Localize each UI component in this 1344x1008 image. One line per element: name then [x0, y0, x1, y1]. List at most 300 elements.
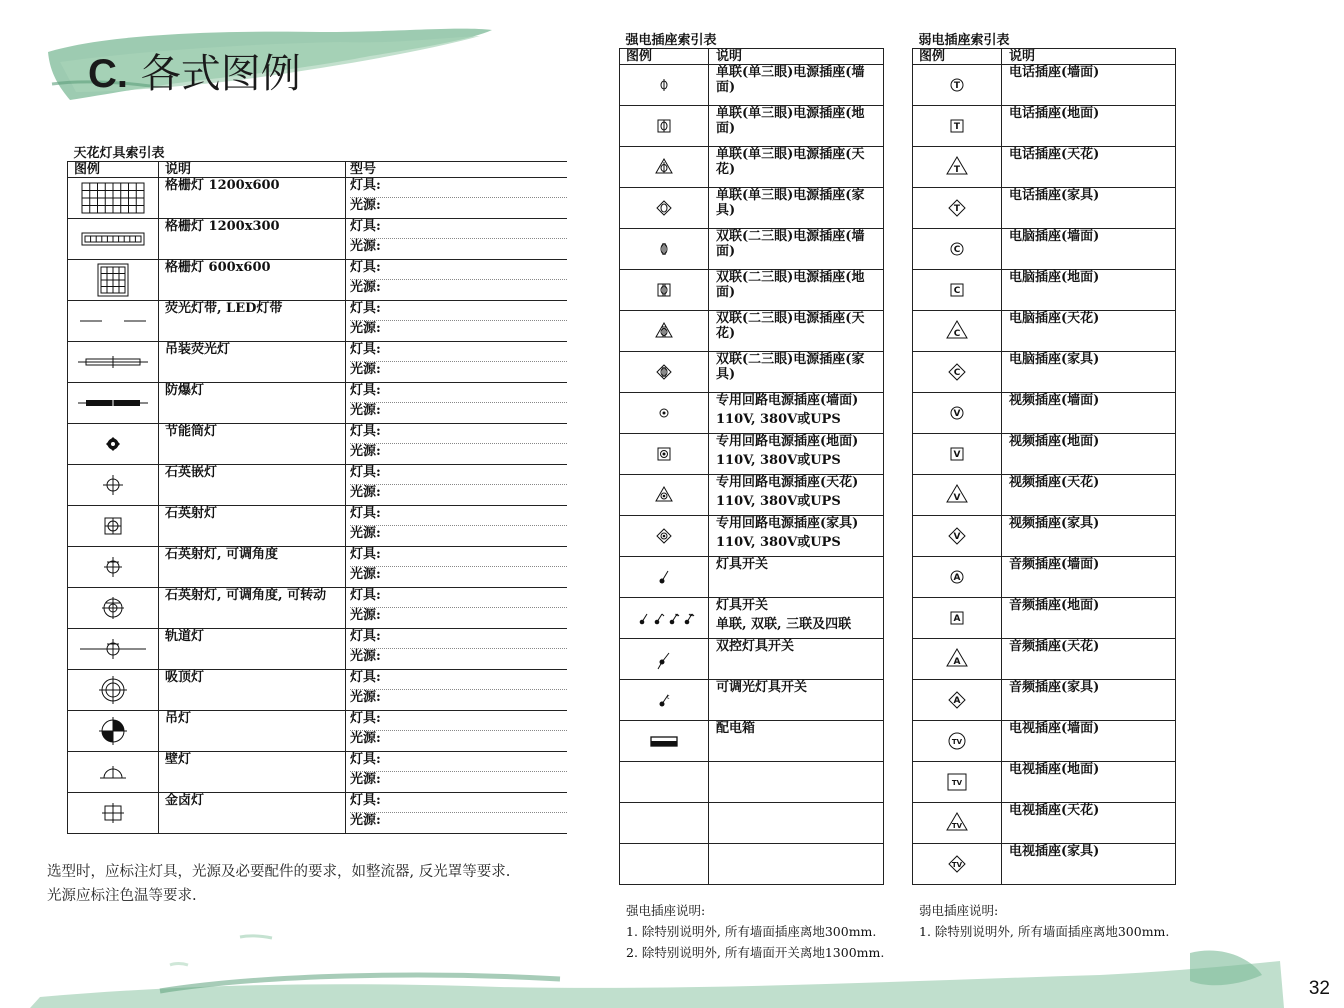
- symbol-cell: [913, 475, 1002, 516]
- model-cell: [346, 506, 568, 547]
- model-cell: [346, 342, 568, 383]
- table-row: [913, 557, 1176, 598]
- description-cell: 荧光灯带, LED灯带: [159, 301, 346, 342]
- model-fixture-label: 灯具:: [350, 424, 381, 439]
- description-cell: [709, 311, 884, 352]
- description-line-2: 110V, 380V或UPS: [716, 412, 841, 427]
- table-row: [620, 803, 884, 844]
- model-fixture-label: 灯具:: [350, 178, 381, 193]
- description-cell: 石英射灯: [159, 506, 346, 547]
- dedicated-socket-furniture-icon: [623, 516, 705, 556]
- model-source-label: 光源:: [350, 689, 567, 705]
- svg-text:TV: TV: [951, 779, 963, 787]
- phone-socket-furniture-icon: [916, 188, 998, 228]
- description-cell: 电脑插座(地面): [1002, 270, 1176, 311]
- svg-text:TV: TV: [951, 861, 963, 869]
- symbol-cell: [913, 311, 1002, 352]
- description-cell: 电视插座(地面): [1002, 762, 1176, 803]
- description-cell: 音频插座(家具): [1002, 680, 1176, 721]
- description-line: 双联(二三眼)电源插座(家具): [716, 352, 865, 382]
- symbol-cell: [913, 680, 1002, 721]
- model-cell: [346, 301, 568, 342]
- model-cell: [346, 178, 568, 219]
- video-socket-ceiling-icon: [916, 475, 998, 515]
- tv-socket-ceiling-icon: [916, 803, 998, 843]
- symbol-cell: [68, 383, 159, 424]
- model-fixture-label: 灯具:: [350, 383, 381, 398]
- computer-socket-wall-icon: [916, 229, 998, 269]
- strong-note-1: 1. 除特别说明外, 所有墙面插座离地300mm.: [626, 924, 877, 939]
- explosion-proof-light-icon: [76, 383, 150, 423]
- table-row: [620, 311, 884, 352]
- table-row: [620, 598, 884, 639]
- table-row: [68, 260, 568, 301]
- description-cell: 音频插座(墙面): [1002, 557, 1176, 598]
- symbol-cell: [620, 803, 709, 844]
- description-cell: [709, 721, 884, 762]
- symbol-cell: [620, 639, 709, 680]
- adjustable-spotlight-icon: [76, 547, 150, 587]
- symbol-cell: [68, 506, 159, 547]
- table-row: [620, 188, 884, 229]
- description-cell: 石英嵌灯: [159, 465, 346, 506]
- description-cell: 电脑插座(家具): [1002, 352, 1176, 393]
- table-row: [913, 229, 1176, 270]
- video-socket-floor-icon: [916, 434, 998, 474]
- description-cell: 音频插座(天花): [1002, 639, 1176, 680]
- description-cell: [709, 803, 884, 844]
- symbol-cell: [913, 65, 1002, 106]
- symbol-cell: [913, 844, 1002, 885]
- model-source-label: 光源:: [350, 238, 567, 254]
- ceiling-light-table: [67, 146, 567, 834]
- model-source-label: 光源:: [350, 443, 567, 459]
- svg-text:V: V: [953, 450, 961, 460]
- symbol-cell: [620, 762, 709, 803]
- description-cell: [709, 598, 884, 639]
- weak-notes: [919, 900, 1169, 942]
- table-row: [620, 65, 884, 106]
- svg-text:C: C: [953, 329, 961, 339]
- symbol-cell: [620, 844, 709, 885]
- svg-text:T: T: [953, 165, 961, 175]
- track-light-icon: [76, 629, 150, 669]
- description-cell: 吊装荧光灯: [159, 342, 346, 383]
- svg-text:A: A: [953, 696, 961, 706]
- model-source-label: 光源:: [350, 197, 567, 213]
- description-cell: 格栅灯 1200x300: [159, 219, 346, 260]
- model-source-label: 光源:: [350, 566, 567, 582]
- model-fixture-label: 灯具:: [350, 342, 381, 357]
- table-row: [620, 557, 884, 598]
- model-cell: [346, 670, 568, 711]
- symbol-cell: [620, 147, 709, 188]
- symbol-cell: [620, 188, 709, 229]
- symbol-cell: [620, 229, 709, 270]
- description-cell: 吊灯: [159, 711, 346, 752]
- model-source-label: 光源:: [350, 525, 567, 541]
- symbol-cell: [620, 680, 709, 721]
- audio-socket-floor-icon: [916, 598, 998, 638]
- table-row: [620, 844, 884, 885]
- table-row: [913, 639, 1176, 680]
- table-row: [620, 147, 884, 188]
- svg-text:C: C: [953, 286, 961, 296]
- model-fixture-label: 灯具:: [350, 629, 381, 644]
- computer-socket-ceiling-icon: [916, 311, 998, 351]
- description-cell: [709, 65, 884, 106]
- ceiling-header-model: 型号: [346, 162, 568, 178]
- description-cell: 格栅灯 600x600: [159, 260, 346, 301]
- symbol-cell: [68, 301, 159, 342]
- symbol-cell: [620, 311, 709, 352]
- distribution-box-icon: [623, 721, 705, 761]
- pendant-fluorescent-icon: [76, 342, 150, 382]
- model-source-label: 光源:: [350, 320, 567, 336]
- description-cell: 音频插座(地面): [1002, 598, 1176, 639]
- model-fixture-label: 灯具:: [350, 219, 381, 234]
- description-cell: [709, 270, 884, 311]
- description-line: 单联(单三眼)电源插座(家具): [716, 188, 865, 218]
- table-row: [68, 670, 568, 711]
- description-cell: [709, 844, 884, 885]
- table-row: [913, 311, 1176, 352]
- model-cell: [346, 260, 568, 301]
- description-cell: [709, 352, 884, 393]
- description-line: 配电箱: [716, 721, 756, 736]
- model-cell: [346, 424, 568, 465]
- description-cell: [709, 557, 884, 598]
- model-cell: [346, 547, 568, 588]
- table-row: [913, 475, 1176, 516]
- table-row: [913, 188, 1176, 229]
- svg-text:A: A: [953, 573, 961, 583]
- dedicated-socket-wall-icon: [623, 393, 705, 433]
- table-row: [620, 680, 884, 721]
- symbol-cell: [68, 588, 159, 629]
- description-line: 单联(单三眼)电源插座(天花): [716, 147, 865, 177]
- description-line-2: 110V, 380V或UPS: [716, 494, 841, 509]
- description-line: 灯具开关: [716, 557, 769, 572]
- symbol-cell: [913, 188, 1002, 229]
- model-fixture-label: 灯具:: [350, 506, 381, 521]
- description-cell: 格栅灯 1200x600: [159, 178, 346, 219]
- symbol-cell: [913, 516, 1002, 557]
- tv-socket-furniture-icon: [916, 844, 998, 884]
- description-cell: 电脑插座(天花): [1002, 311, 1176, 352]
- table-row: [913, 598, 1176, 639]
- table-row: [68, 547, 568, 588]
- table-row: [620, 270, 884, 311]
- table-row: [68, 178, 568, 219]
- table-row: [913, 803, 1176, 844]
- table-row: [68, 342, 568, 383]
- model-source-label: 光源:: [350, 402, 567, 418]
- description-cell: 电话插座(墙面): [1002, 65, 1176, 106]
- table-row: [913, 352, 1176, 393]
- description-line: 专用回路电源插座(地面): [716, 434, 859, 449]
- description-cell: 电话插座(天花): [1002, 147, 1176, 188]
- symbol-cell: [620, 270, 709, 311]
- symbol-cell: [620, 598, 709, 639]
- model-cell: [346, 793, 568, 834]
- table-row: [913, 65, 1176, 106]
- model-source-label: 光源:: [350, 607, 567, 623]
- model-fixture-label: 灯具:: [350, 752, 381, 767]
- description-cell: 视频插座(家具): [1002, 516, 1176, 557]
- symbol-cell: [620, 434, 709, 475]
- description-cell: 视频插座(墙面): [1002, 393, 1176, 434]
- model-cell: [346, 465, 568, 506]
- grille-light-600x600-icon: [76, 260, 150, 300]
- symbol-cell: [913, 598, 1002, 639]
- table-row: [913, 270, 1176, 311]
- table-row: [68, 383, 568, 424]
- page-number: 32: [1308, 978, 1330, 999]
- strong-note-2: 2. 除特别说明外, 所有墙面开关离地1300mm.: [626, 945, 885, 960]
- weak-table-caption: 弱电插座索引表: [913, 33, 1176, 49]
- dedicated-socket-floor-icon: [623, 434, 705, 474]
- description-cell: 电视插座(家具): [1002, 844, 1176, 885]
- description-cell: [709, 680, 884, 721]
- table-row: [68, 629, 568, 670]
- symbol-cell: [620, 557, 709, 598]
- description-cell: 视频插座(天花): [1002, 475, 1176, 516]
- description-cell: [709, 229, 884, 270]
- table-row: [913, 106, 1176, 147]
- model-source-label: 光源:: [350, 279, 567, 295]
- description-cell: 石英射灯, 可调角度: [159, 547, 346, 588]
- model-source-label: 光源:: [350, 771, 567, 787]
- footnote-line-2: 光源应标注色温等要求.: [47, 888, 197, 904]
- fluorescent-strip-icon: [76, 301, 150, 341]
- description-line: 单联(单三眼)电源插座(墙面): [716, 65, 865, 95]
- description-cell: 轨道灯: [159, 629, 346, 670]
- symbol-cell: [913, 557, 1002, 598]
- title-letter: C.: [88, 52, 128, 96]
- description-line: 双联(二三眼)电源插座(地面): [716, 270, 865, 300]
- symbol-cell: [620, 721, 709, 762]
- description-line-2: 单联, 双联, 三联及四联: [716, 617, 852, 632]
- description-line: 专用回路电源插座(天花): [716, 475, 859, 490]
- model-fixture-label: 灯具:: [350, 260, 381, 275]
- ceiling-header-desc: 说明: [159, 162, 346, 178]
- ceiling-header-symbol: 图例: [68, 162, 159, 178]
- description-cell: [709, 106, 884, 147]
- double-socket-furniture-icon: [623, 352, 705, 392]
- strong-socket-table: [619, 33, 884, 885]
- table-row: [913, 147, 1176, 188]
- description-cell: 节能筒灯: [159, 424, 346, 465]
- svg-text:A: A: [953, 614, 961, 624]
- model-cell: [346, 711, 568, 752]
- table-row: [913, 844, 1176, 885]
- symbol-cell: [68, 793, 159, 834]
- symbol-cell: [913, 229, 1002, 270]
- table-row: [68, 588, 568, 629]
- description-cell: 视频插座(地面): [1002, 434, 1176, 475]
- svg-text:t: t: [667, 694, 670, 701]
- video-socket-wall-icon: [916, 393, 998, 433]
- table-row: [620, 721, 884, 762]
- symbol-cell: [620, 393, 709, 434]
- double-socket-floor-icon: [623, 270, 705, 310]
- ceiling-footnote: [47, 860, 510, 908]
- symbol-cell: [913, 270, 1002, 311]
- phone-socket-wall-icon: [916, 65, 998, 105]
- table-row: [913, 434, 1176, 475]
- symbol-cell: [68, 547, 159, 588]
- symbol-cell: [913, 762, 1002, 803]
- description-cell: 电视插座(天花): [1002, 803, 1176, 844]
- weak-header-desc: 说明: [1002, 49, 1176, 65]
- socket-wall-icon: [623, 65, 705, 105]
- model-source-label: 光源:: [350, 730, 567, 746]
- ceiling-table-caption: 天花灯具索引表: [68, 146, 568, 162]
- svg-text:C: C: [953, 245, 961, 255]
- grille-light-1200x300-icon: [76, 219, 150, 259]
- description-cell: 吸顶灯: [159, 670, 346, 711]
- description-cell: 石英射灯, 可调角度, 可转动: [159, 588, 346, 629]
- symbol-cell: [620, 65, 709, 106]
- description-cell: [709, 475, 884, 516]
- svg-text:T: T: [953, 204, 961, 214]
- socket-furniture-icon: [623, 188, 705, 228]
- symbol-cell: [913, 106, 1002, 147]
- svg-text:TV: TV: [951, 738, 963, 746]
- double-socket-wall-icon: [623, 229, 705, 269]
- phone-socket-ceiling-icon: [916, 147, 998, 187]
- model-cell: [346, 219, 568, 260]
- description-line-2: 110V, 380V或UPS: [716, 535, 841, 550]
- description-cell: [709, 762, 884, 803]
- svg-text:V: V: [953, 493, 961, 503]
- svg-text:V: V: [953, 532, 961, 542]
- svg-text:T: T: [953, 122, 961, 132]
- table-row: [620, 639, 884, 680]
- description-line: 双控灯具开关: [716, 639, 795, 654]
- table-row: [913, 721, 1176, 762]
- dimmer-switch-icon: [623, 680, 705, 720]
- model-fixture-label: 灯具:: [350, 670, 381, 685]
- table-row: [620, 516, 884, 557]
- symbol-cell: [913, 393, 1002, 434]
- title-text: 各式图例: [140, 51, 301, 97]
- description-cell: 防爆灯: [159, 383, 346, 424]
- svg-text:C: C: [953, 368, 961, 378]
- video-socket-furniture-icon: [916, 516, 998, 556]
- table-row: [620, 475, 884, 516]
- description-line: 专用回路电源插座(家具): [716, 516, 859, 531]
- table-row: [913, 393, 1176, 434]
- socket-ceiling-icon: [623, 147, 705, 187]
- svg-text:T: T: [953, 81, 961, 91]
- symbol-cell: [68, 711, 159, 752]
- table-row: [68, 301, 568, 342]
- symbol-cell: [68, 752, 159, 793]
- model-source-label: 光源:: [350, 484, 567, 500]
- weak-socket-table: [912, 33, 1176, 885]
- energy-saving-downlight-icon: [76, 424, 150, 464]
- symbol-cell: [913, 639, 1002, 680]
- svg-text:A: A: [953, 657, 961, 667]
- symbol-cell: [68, 178, 159, 219]
- symbol-cell: [68, 629, 159, 670]
- tv-socket-floor-icon: [916, 762, 998, 802]
- model-fixture-label: 灯具:: [350, 547, 381, 562]
- tv-socket-wall-icon: [916, 721, 998, 761]
- table-row: [68, 219, 568, 260]
- description-cell: [709, 516, 884, 557]
- strong-table-caption: 强电插座索引表: [620, 33, 884, 49]
- table-row: [913, 680, 1176, 721]
- symbol-cell: [68, 219, 159, 260]
- audio-socket-ceiling-icon: [916, 639, 998, 679]
- table-row: [620, 106, 884, 147]
- description-cell: [709, 639, 884, 680]
- table-row: [913, 516, 1176, 557]
- footnote-line-1: 选型时，应标注灯具，光源及必要配件的要求，如整流器, 反光罩等要求.: [47, 864, 511, 880]
- symbol-cell: [913, 352, 1002, 393]
- description-cell: 电脑插座(墙面): [1002, 229, 1176, 270]
- model-source-label: 光源:: [350, 361, 567, 377]
- table-row: [68, 752, 568, 793]
- model-fixture-label: 灯具:: [350, 588, 381, 603]
- table-row: [620, 352, 884, 393]
- light-switch-icon: [623, 557, 705, 597]
- table-row: [68, 711, 568, 752]
- symbol-cell: [913, 434, 1002, 475]
- socket-floor-icon: [623, 106, 705, 146]
- table-row: [68, 793, 568, 834]
- table-row: [68, 465, 568, 506]
- description-line: 双联(二三眼)电源插座(墙面): [716, 229, 865, 259]
- computer-socket-floor-icon: [916, 270, 998, 310]
- model-fixture-label: 灯具:: [350, 465, 381, 480]
- model-cell: [346, 752, 568, 793]
- symbol-cell: [620, 106, 709, 147]
- symbol-cell: [620, 516, 709, 557]
- description-cell: 金卤灯: [159, 793, 346, 834]
- description-cell: 电视插座(墙面): [1002, 721, 1176, 762]
- model-cell: [346, 629, 568, 670]
- page-title: [88, 42, 301, 99]
- strong-header-symbol: 图例: [620, 49, 709, 65]
- strong-note-title: 强电插座说明:: [626, 903, 706, 918]
- rotating-spotlight-icon: [76, 588, 150, 628]
- wall-light-icon: [76, 752, 150, 792]
- symbol-cell: [68, 670, 159, 711]
- quartz-spotlight-icon: [76, 506, 150, 546]
- description-line-2: 110V, 380V或UPS: [716, 453, 841, 468]
- strong-header-desc: 说明: [709, 49, 884, 65]
- double-socket-ceiling-icon: [623, 311, 705, 351]
- weak-note-title: 弱电插座说明:: [919, 903, 999, 918]
- symbol-cell: [68, 424, 159, 465]
- table-row: [68, 506, 568, 547]
- ceiling-light-icon: [76, 670, 150, 710]
- dedicated-socket-ceiling-icon: [623, 475, 705, 515]
- description-line: 双联(二三眼)电源插座(天花): [716, 311, 865, 341]
- metal-halide-light-icon: [76, 793, 150, 833]
- weak-note-1: 1. 除特别说明外, 所有墙面插座离地300mm.: [919, 924, 1170, 939]
- computer-socket-furniture-icon: [916, 352, 998, 392]
- symbol-cell: [913, 721, 1002, 762]
- table-row: [620, 229, 884, 270]
- symbol-cell: [68, 465, 159, 506]
- description-cell: [709, 147, 884, 188]
- symbol-cell: [620, 475, 709, 516]
